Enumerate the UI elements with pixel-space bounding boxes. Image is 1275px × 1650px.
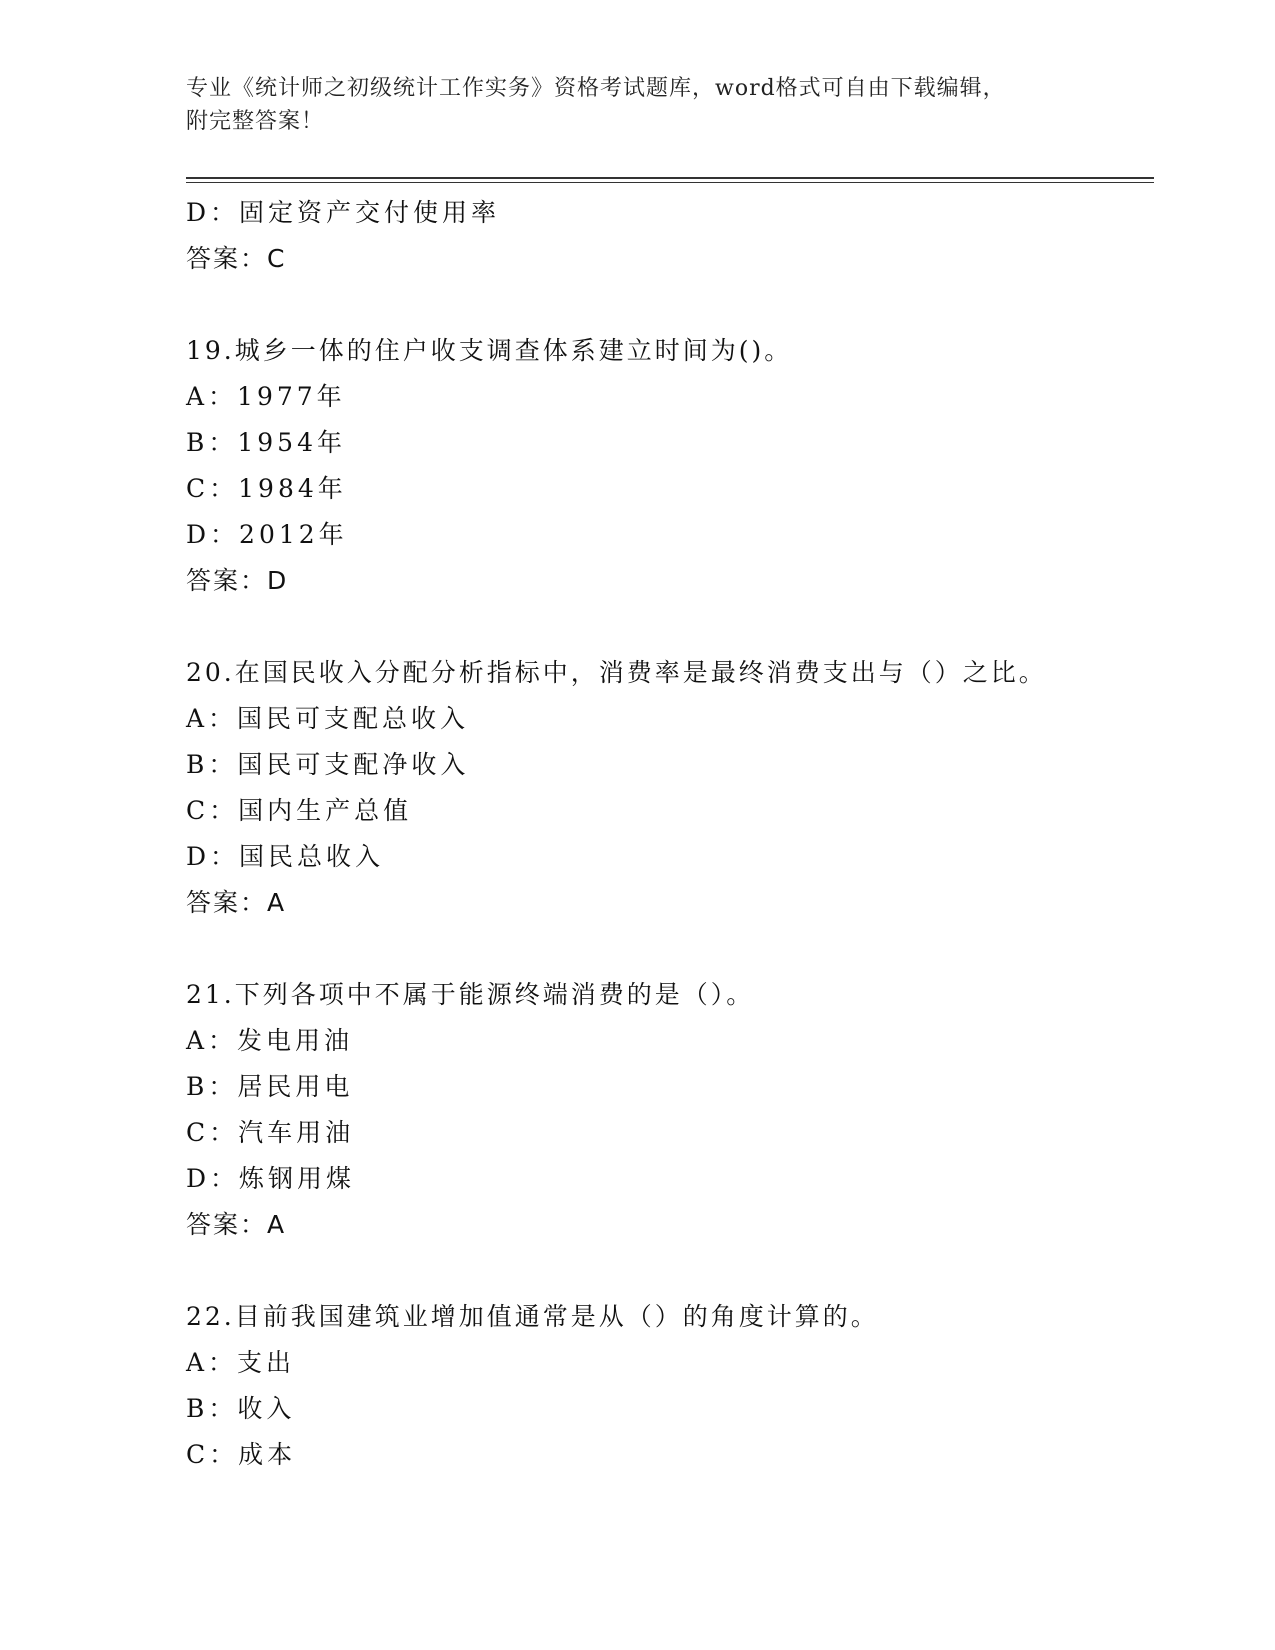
spacer — [186, 604, 1146, 650]
option-b: B：国民可支配净收入 — [186, 750, 470, 779]
option-d: D：炼钢用煤 — [186, 1164, 356, 1193]
option-d: D：2012年 — [186, 520, 348, 549]
header-line-1: 专业《统计师之初级统计工作实务》资格考试题库，word格式可自由下载编辑， — [186, 76, 1006, 101]
document-header — [186, 72, 1046, 138]
answer: 答案：A — [186, 888, 287, 917]
option-b: B：收入 — [186, 1394, 296, 1423]
spacer — [186, 926, 1146, 972]
question-stem: 22.目前我国建筑业增加值通常是从（）的角度计算的。 — [186, 1302, 879, 1331]
question-stem: 20.在国民收入分配分析指标中，消费率是最终消费支出与（）之比。 — [186, 658, 1047, 687]
option-c: C：成本 — [186, 1440, 297, 1469]
option-b: B：居民用电 — [186, 1072, 354, 1101]
option-b: B：1954年 — [186, 428, 346, 457]
carryover-option-d: D：固定资产交付使用率 — [186, 198, 501, 227]
question-content — [186, 190, 1146, 1478]
question-19 — [186, 328, 1146, 604]
option-d: D：国民总收入 — [186, 842, 385, 871]
question-20 — [186, 650, 1146, 926]
header-line-2: 附完整答案！ — [186, 109, 325, 134]
question-stem: 21.下列各项中不属于能源终端消费的是（）。 — [186, 980, 755, 1009]
header-divider-top — [186, 177, 1154, 179]
option-a: A：国民可支配总收入 — [186, 704, 470, 733]
spacer — [186, 282, 1146, 328]
option-a: A：支出 — [186, 1348, 296, 1377]
question-21 — [186, 972, 1146, 1248]
option-a: A：发电用油 — [186, 1026, 354, 1055]
header-divider-bottom — [186, 182, 1154, 183]
question-22 — [186, 1294, 1146, 1478]
carryover-answer: 答案：C — [186, 244, 287, 273]
answer: 答案：A — [186, 1210, 287, 1239]
option-c: C：国内生产总值 — [186, 796, 413, 825]
option-c: C：1984年 — [186, 474, 347, 503]
spacer — [186, 1248, 1146, 1294]
option-c: C：汽车用油 — [186, 1118, 355, 1147]
question-stem: 19.城乡一体的住户收支调查体系建立时间为()。 — [186, 336, 793, 365]
answer: 答案：D — [186, 566, 289, 595]
option-a: A：1977年 — [186, 382, 346, 411]
